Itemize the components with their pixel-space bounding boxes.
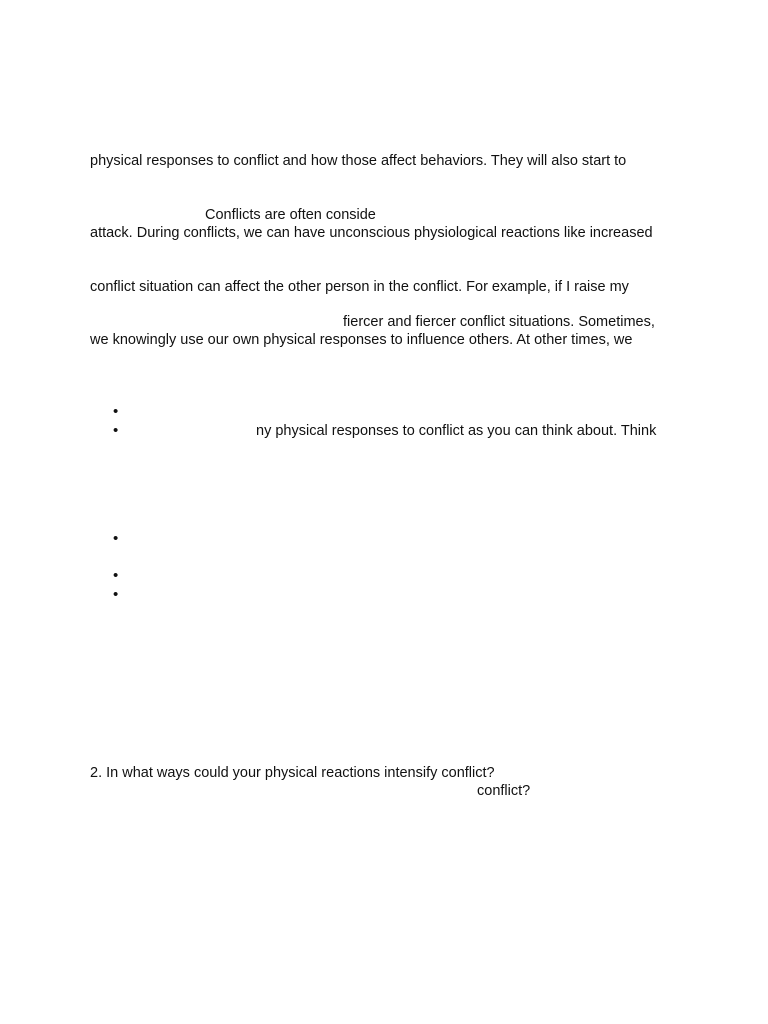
bullet-marker: • bbox=[113, 403, 119, 420]
bullet-marker: • bbox=[113, 586, 119, 603]
bullet-marker: • bbox=[113, 530, 119, 547]
bullet-marker: • bbox=[113, 422, 119, 439]
bullet-marker: • bbox=[113, 567, 119, 584]
question-2: 2. In what ways could your physical reactions intensify conflict? bbox=[90, 765, 495, 781]
paragraph-line-3: attack. During conflicts, we can have unconscious physiological reactions like increased bbox=[90, 225, 653, 241]
paragraph-line-1: physical responses to conflict and how those affect behaviors. They will also start to bbox=[90, 153, 627, 169]
paragraph-line-4: conflict situation can affect the other person in the conflict. For example, if I raise my bbox=[90, 279, 629, 295]
bullet-line-text: ny physical responses to conflict as you can think about. Think bbox=[256, 423, 657, 439]
paragraph-line-5: fiercer and fiercer conflict situations. Sometimes, bbox=[343, 314, 655, 330]
question-2-continuation: conflict? bbox=[477, 783, 531, 799]
paragraph-line-6: we knowingly use our own physical responses to influence others. At other times, we bbox=[90, 332, 633, 348]
paragraph-line-2: Conflicts are often conside bbox=[205, 207, 376, 223]
